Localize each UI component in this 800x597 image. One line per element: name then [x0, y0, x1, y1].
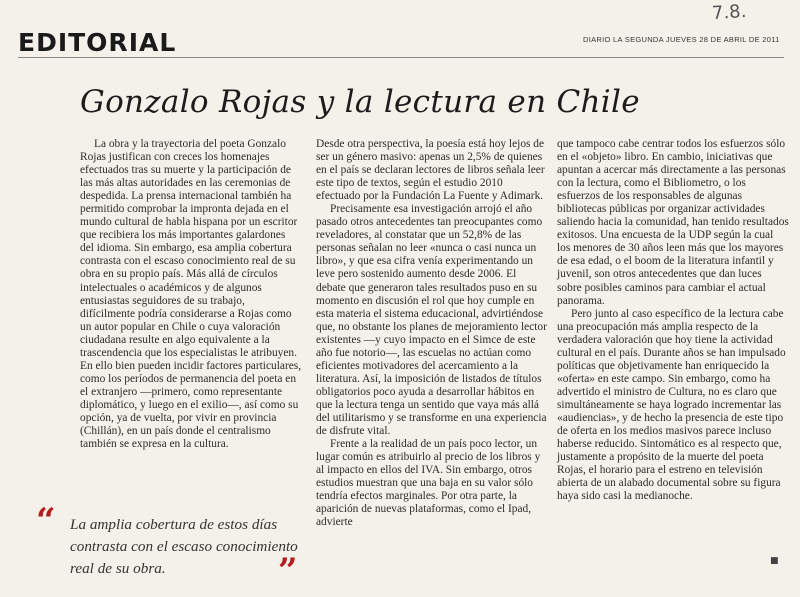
pull-quote-text: La amplia cobertura de estos días contrasta con el escaso conocimiento real de su obra.: [70, 516, 298, 577]
paragraph: Pero junto al caso específico de la lectura cabe una preocupación más amplia respecto de la verdadera valoración que hoy tiene la actividad cultural en el país. Durante años se han impulsado políticas que objetivamente han enriquecido la «oferta» en este campo. Sin embargo, como ha advertido el ministro de Cultura, no es claro que simultáneamente se haya logrado incrementar las «audiencias», y de hecho la presencia de este tipo de oferta en los medios masivos parece incluso haberse reducido. Sintomático es al respecto que, justamente a propósito de la muerte del poeta Rojas, el horario para el estreno en televisión abierta de un alabado documental sobre su figura haya sido casi la medianoche.: [557, 307, 786, 503]
header-divider: [18, 57, 784, 58]
end-of-article-icon: ■: [770, 556, 779, 566]
article-title: Gonzalo Rojas y la lectura en Chile: [80, 84, 640, 120]
paragraph: Precisamente esa investigación arrojó el año pasado otros antecedentes tan preocupantes como reveladores, al constatar que un 52,8% de las personas señalan no leer «nunca o casi nunca un libro», y que esa cifra venía experimentando un leve pero sostenido aumento desde 2006. El debate que generaron tales resultados puso en su momento en discusión el rol que hoy cumple en esta materia el sistema educacional, advirtiéndose que, no obstante los planes de mejoramiento lector existentes —y cuyo impacto en el Simce de este año fue notorio—, las escuelas no actúan como eficientes motivadores del acercamiento a la literatura. Así, la imposición de listados de títulos obligatorios poco ayuda a desarrollar hábitos en que la lectura tenga un sentido que vaya más allá del utilitarismo y se transforme en una experiencia de disfrute vital.: [316, 203, 547, 438]
handwritten-note: 7.8.: [711, 0, 748, 25]
section-label: EDITORIAL: [18, 28, 177, 57]
article-column-3: [557, 138, 789, 503]
article-column-2: [316, 138, 548, 529]
paragraph: Desde otra perspectiva, la poesía está hoy lejos de ser un género masivo: apenas un 2,5% de quienes en el país se declaran lectores de libros señala leer este tipo de textos, según el estudio 2010 efectuado por la Fundación La Fuente y Adimark.: [316, 138, 545, 203]
publication-info: DIARIO LA SEGUNDA JUEVES 28 DE ABRIL DE 2011: [583, 35, 780, 44]
close-quote-icon: ”: [278, 551, 298, 591]
paragraph: Frente a la realidad de un país poco lector, un lugar común es atribuirlo al precio de los libros y al impacto en ellos del IVA. Sin embargo, otros estudios muestran que una baja en su valor sólo tendría efectos marginales. Por otra parte, la aparición de nuevas plataformas, como el Ipad, advierte: [316, 438, 541, 529]
article-column-1: [80, 138, 302, 451]
paragraph: La obra y la trayectoria del poeta Gonzalo Rojas justifican con creces los homenajes efectuados tras su muerte y la participación de las más altas autoridades en las ceremonias de despedida. La prensa internacional también ha permitido comprobar la impronta dejada en el mundo cultural de habla hispana por un escritor que recibiera los más importantes galardones del idioma. Sin embargo, esa amplia cobertura contrasta con el escaso conocimiento real de su obra en su propio país. Más allá de círculos intelectuales o académicos y de algunos entusiastas seguidores de su trabajo, difícilmente podría considerarse a Rojas como un autor popular en Chile o cuya valoración ciudadana resulte en algo equivalente a la trascendencia que los especialistas le atribuyen. En ello bien pueden incidir factores particulares, como los períodos de permanencia del poeta en el extranjero —primero, como representante diplomático, y luego en el exilio—, así como su opción, ya de vuelta, por vivir en provincia (Chillán), en un país donde el centralismo también se expresa en la cultura.: [80, 138, 302, 451]
paragraph: que tampoco cabe centrar todos los esfuerzos sólo en el «objeto» libro. En cambio, iniciativas que apuntan a acercar más directamente a las personas con la lectura, como el Bibliometro, o los esfuerzos de los responsables de algunas bibliotecas públicas por organizar actividades saliendo hacia la comunidad, han tenido resultados exitosos. Una encuesta de la UDP según la cual los menores de 30 años leen más que los mayores de esa edad, o el boom de la literatura infantil y juvenil, son otros antecedentes que dan luces sobre posibles caminos para cambiar el actual panorama.: [557, 138, 789, 307]
open-quote-icon: “: [36, 501, 56, 541]
